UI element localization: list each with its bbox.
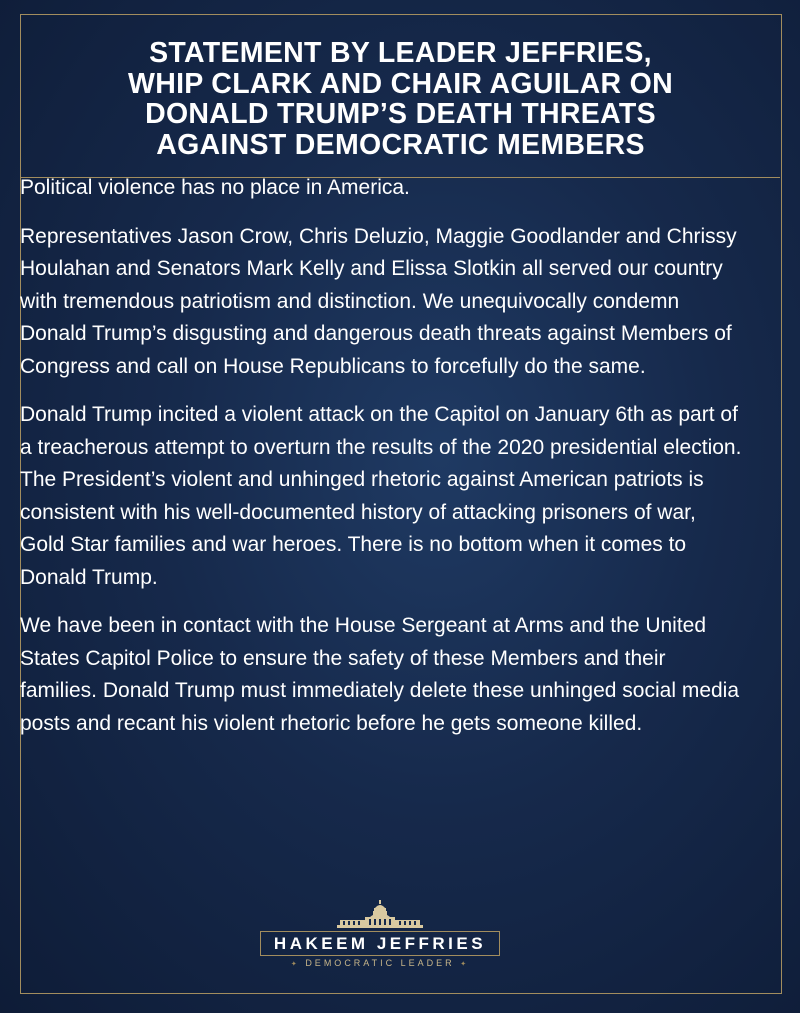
title-line: AGAINST DEMOCRATIC MEMBERS — [156, 128, 645, 161]
leader-subtitle — [255, 957, 505, 971]
capitol-icon — [335, 900, 425, 930]
statement-body — [20, 172, 745, 756]
leader-logo — [255, 900, 505, 980]
paragraph: Representatives Jason Crow, Chris Deluzio, Maggie Goodlander and Chrissy Houlahan and Senators Mark Kelly and Elissa Slotkin all served our country with tremendous patriotism and distinction. We unequivocally condemn Donald Trump’s disgusting and dangerous death threats against Members of Congress and call on House Republicans to forcefully do the same. — [20, 224, 737, 378]
leader-name: HAKEEM JEFFRIES — [260, 931, 500, 956]
paragraph: Donald Trump incited a violent attack on the Capitol on January 6th as part of a treacherous attempt to overturn the results of the 2020 presidential election. The President’s violent and unhinged rhetoric against American patriots is consistent with his well-documented history of attacking prisoners of war, Gold Star families and war heroes. There is no bottom when it comes to Donald Trump. — [20, 403, 742, 589]
header-panel — [21, 15, 780, 178]
title-line: WHIP CLARK AND CHAIR AGUILAR ON — [128, 67, 673, 100]
statement-title — [128, 32, 673, 160]
paragraph: We have been in contact with the House Sergeant at Arms and the United States Capitol Police to ensure the safety of these Members and their families. Donald Trump must immediately delete these unhinged social media posts and recant his violent rhetoric before he gets someone killed. — [20, 614, 740, 735]
leader-title: DEMOCRATIC LEADER — [305, 958, 455, 968]
star-icon: ✦ — [460, 961, 470, 968]
title-line: STATEMENT BY LEADER JEFFRIES, — [149, 37, 652, 69]
title-line: DONALD TRUMP’S DEATH THREATS — [145, 98, 656, 130]
star-icon: ✦ — [290, 961, 300, 968]
paragraph: Political violence has no place in America. — [20, 176, 410, 199]
